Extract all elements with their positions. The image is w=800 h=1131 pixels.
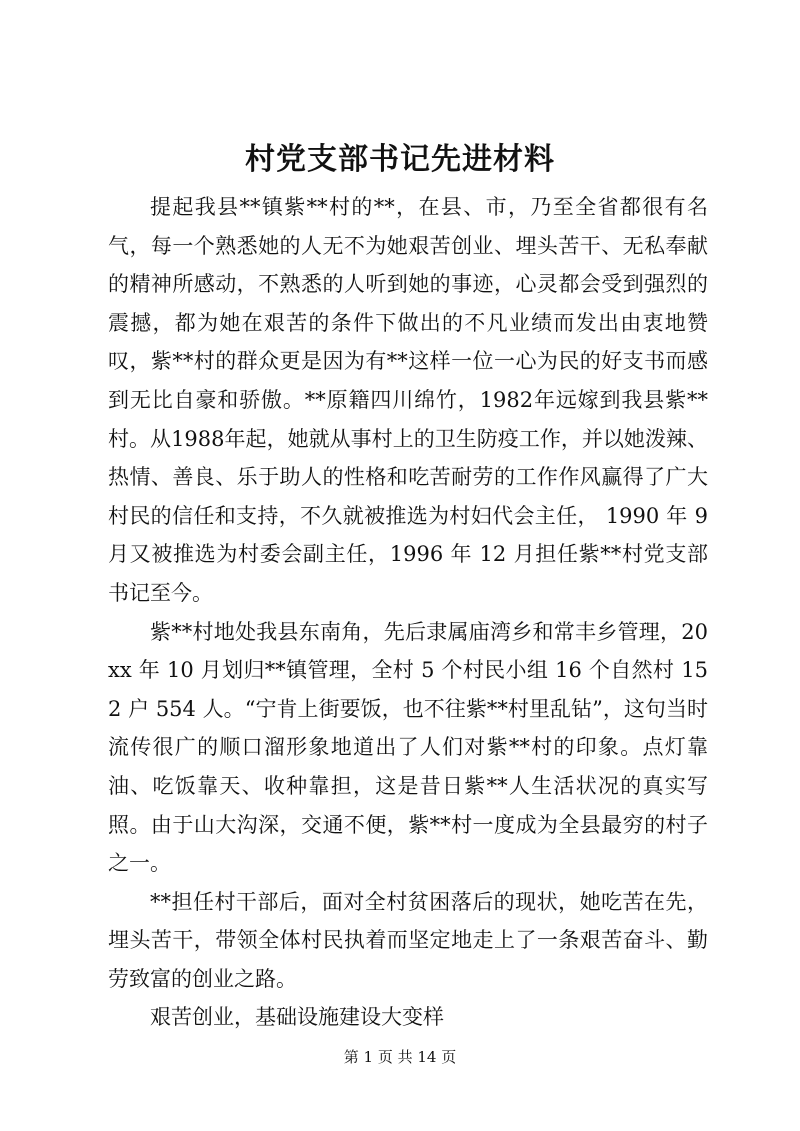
document-body (108, 188, 708, 1037)
paragraph-village-background: 紫**村地处我县东南角，先后隶属庙湾乡和常丰乡管理，20xx 年 10 月划归**镇管理，全村 5 个村民小组 16 个自然村 152 户 554 人。“宁肯上街要饭，也不往紫**村里乱钻”，这句当时流传很广的顺口溜形象地道出了人们对紫**村的印象。点灯靠油、吃饭靠天、收种靠担，这是昔日紫**人生活状况的真实写照。由于山大沟深，交通不便，紫**村一度成为全县最穷的村子之一。 (108, 619, 708, 876)
paragraph-intro: 提起我县**镇紫**村的**，在县、市，乃至全省都很有名气，每一个熟悉她的人无不为她艰苦创业、埋头苦干、无私奉献的精神所感动，不熟悉的人听到她的事迹，心灵都会受到强烈的震撼，都为她在艰苦的条件下做出的不凡业绩而发出由衷地赞叹，紫**村的群众更是因为有**这样一位一心为民的好支书而感到无比自豪和骄傲。**原籍四川绵竹，1982年远嫁到我县紫**村。从1988年起，她就从事村上的卫生防疫工作，并以她泼辣、热情、善良、乐于助人的性格和吃苦耐劳的工作作风赢得了广大村民的信任和支持，不久就被推选为村妇代会主任， 1990 年 9 月又被推选为村委会副主任，1996 年 12 月担任紫**村党支部书记至今。 (108, 195, 708, 605)
paragraph-leadership: **担任村干部后，面对全村贫困落后的现状，她吃苦在先，埋头苦干，带领全体村民执着而坚定地走上了一条艰苦奋斗、勤劳致富的创业之路。 (108, 889, 708, 991)
document-title: 村党支部书记先进材料 (245, 142, 555, 177)
page-footer: 第 1 页 共 14 页 (343, 1048, 457, 1066)
section-heading-infrastructure: 艰苦创业，基础设施建设大变样 (150, 1005, 444, 1030)
